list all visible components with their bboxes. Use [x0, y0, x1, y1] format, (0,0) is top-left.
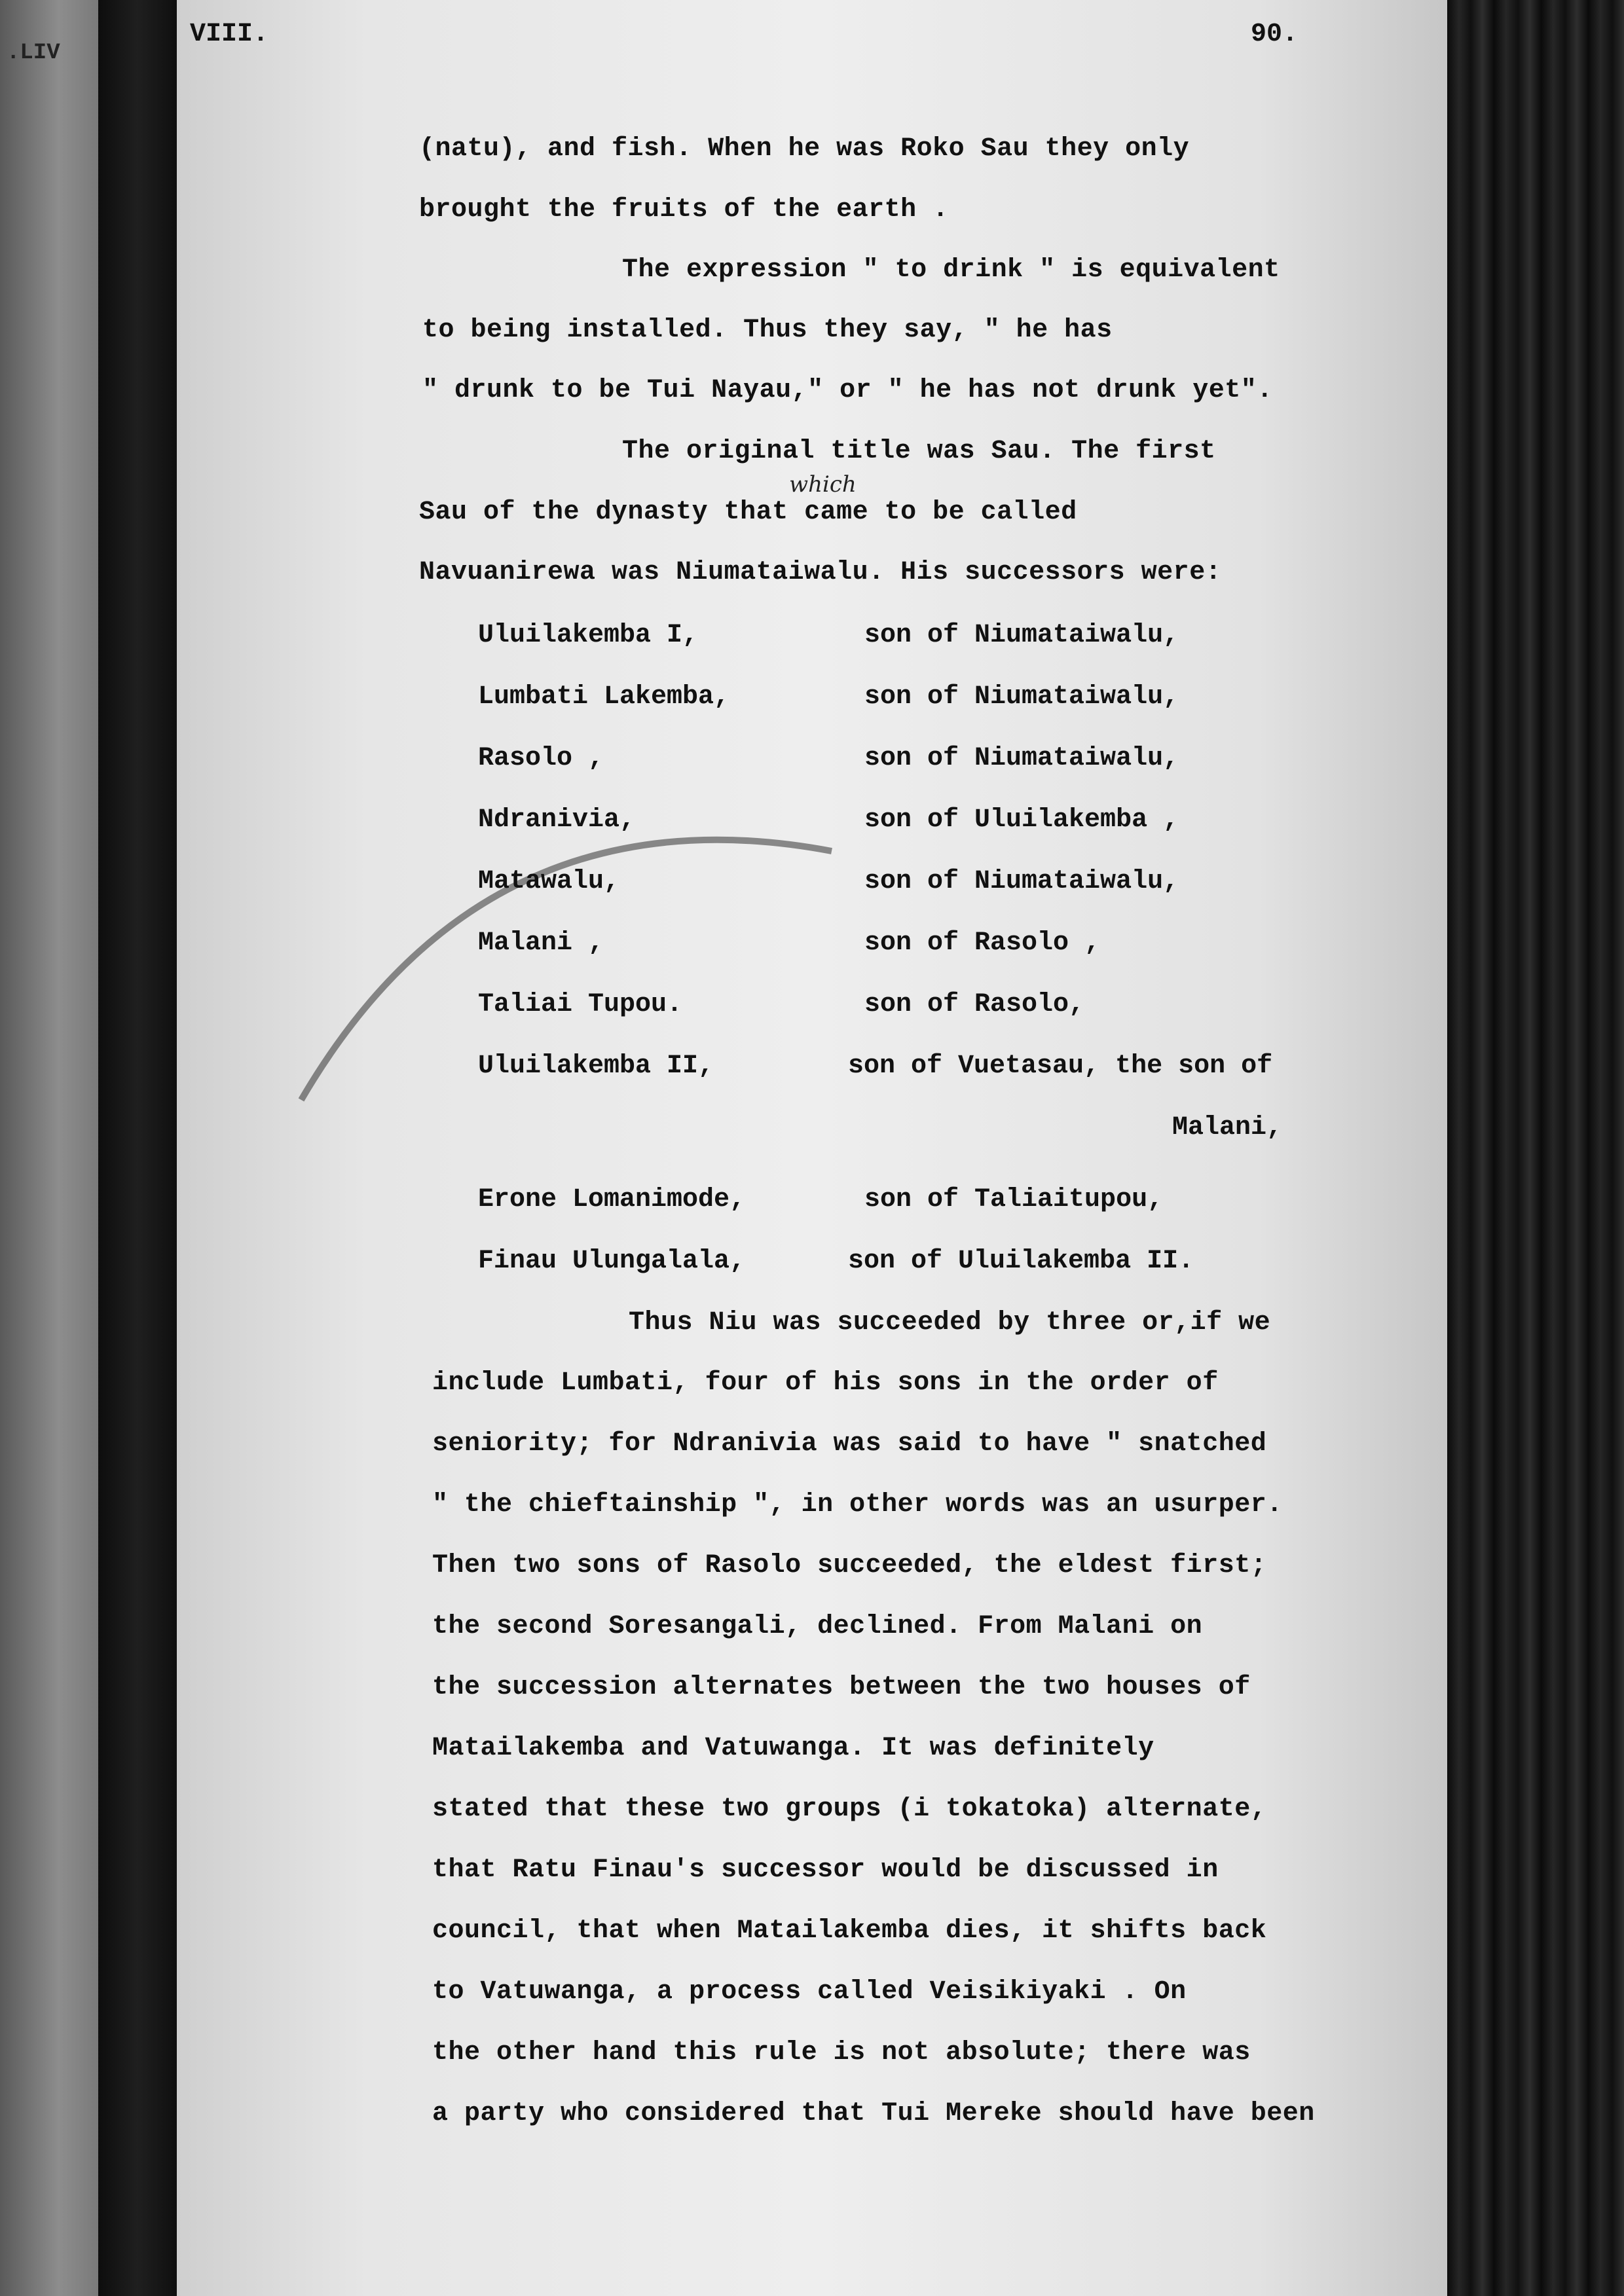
successor-relation: son of Niumataiwalu, — [864, 744, 1179, 773]
book-binding — [98, 0, 177, 2296]
successor-relation: son of Taliaitupou, — [864, 1185, 1164, 1214]
handwritten-insertion: which — [789, 471, 857, 498]
book-fore-edge — [1447, 0, 1624, 2296]
successor-relation: son of Niumataiwalu, — [864, 682, 1179, 712]
text-line: Thus Niu was succeeded by three or,if we — [629, 1308, 1271, 1338]
successor-relation-cont: Malani, — [1172, 1113, 1283, 1142]
text-line: council, that when Matailakemba dies, it shifts back — [432, 1916, 1267, 1946]
successor-name: Rasolo , — [478, 744, 604, 773]
successor-name: Uluilakemba I, — [478, 621, 699, 650]
successor-name: Uluilakemba II, — [478, 1051, 714, 1081]
text-line: stated that these two groups (i tokatoka) alternate, — [432, 1795, 1267, 1824]
successor-name: Lumbati Lakemba, — [478, 682, 730, 712]
successor-name: Erone Lomanimode, — [478, 1185, 746, 1214]
text-line: " the chieftainship ", in other words was an usurper. — [432, 1490, 1283, 1520]
successor-relation: son of Niumataiwalu, — [864, 621, 1179, 650]
facing-page-edge — [0, 0, 98, 2296]
text-line: (natu), and fish. When he was Roko Sau they only — [419, 134, 1190, 164]
facing-page-text: .LIV — [7, 41, 60, 65]
text-line: The expression " to drink " is equivalent — [622, 255, 1280, 285]
successor-name: Ndranivia, — [478, 805, 636, 835]
successor-relation: son of Uluilakemba II. — [848, 1247, 1194, 1276]
text-line: to Vatuwanga, a process called Veisikiyaki . On — [432, 1977, 1187, 2007]
section-number: VIII. — [190, 20, 269, 49]
successor-relation: son of Rasolo , — [864, 928, 1101, 958]
successor-relation: son of Vuetasau, the son of — [848, 1051, 1273, 1081]
typescript-page — [177, 0, 1447, 2296]
successor-name: Malani , — [478, 928, 604, 958]
successor-relation: son of Uluilakemba , — [864, 805, 1179, 835]
successor-relation: son of Niumataiwalu, — [864, 867, 1179, 896]
text-line: Then two sons of Rasolo succeeded, the eldest first; — [432, 1551, 1267, 1580]
text-line: Navuanirewa was Niumataiwalu. His successors were: — [419, 558, 1222, 587]
text-line: the succession alternates between the two houses of — [432, 1673, 1251, 1702]
text-line: include Lumbati, four of his sons in the order of — [432, 1368, 1219, 1398]
text-line: to being installed. Thus they say, " he has — [422, 316, 1113, 345]
text-line: brought the fruits of the earth . — [419, 195, 949, 225]
successor-name: Finau Ulungalala, — [478, 1247, 746, 1276]
text-line: " drunk to be Tui Nayau," or " he has not drunk yet". — [422, 376, 1273, 405]
text-line: Sau of the dynasty that came to be called — [419, 498, 1077, 527]
text-line: The original title was Sau. The first — [622, 437, 1216, 466]
successor-relation: son of Rasolo, — [864, 990, 1085, 1019]
text-line: seniority; for Ndranivia was said to have " snatched — [432, 1429, 1267, 1459]
text-line: the second Soresangali, declined. From Malani on — [432, 1612, 1203, 1641]
text-line: that Ratu Finau's successor would be discussed in — [432, 1855, 1219, 1885]
text-line: Matailakemba and Vatuwanga. It was definitely — [432, 1734, 1154, 1763]
text-line: the other hand this rule is not absolute; there was — [432, 2038, 1251, 2068]
successor-name: Matawalu, — [478, 867, 620, 896]
text-line: a party who considered that Tui Mereke should have been — [432, 2099, 1315, 2128]
page-number: 90. — [1251, 20, 1299, 49]
successor-name: Taliai Tupou. — [478, 990, 683, 1019]
